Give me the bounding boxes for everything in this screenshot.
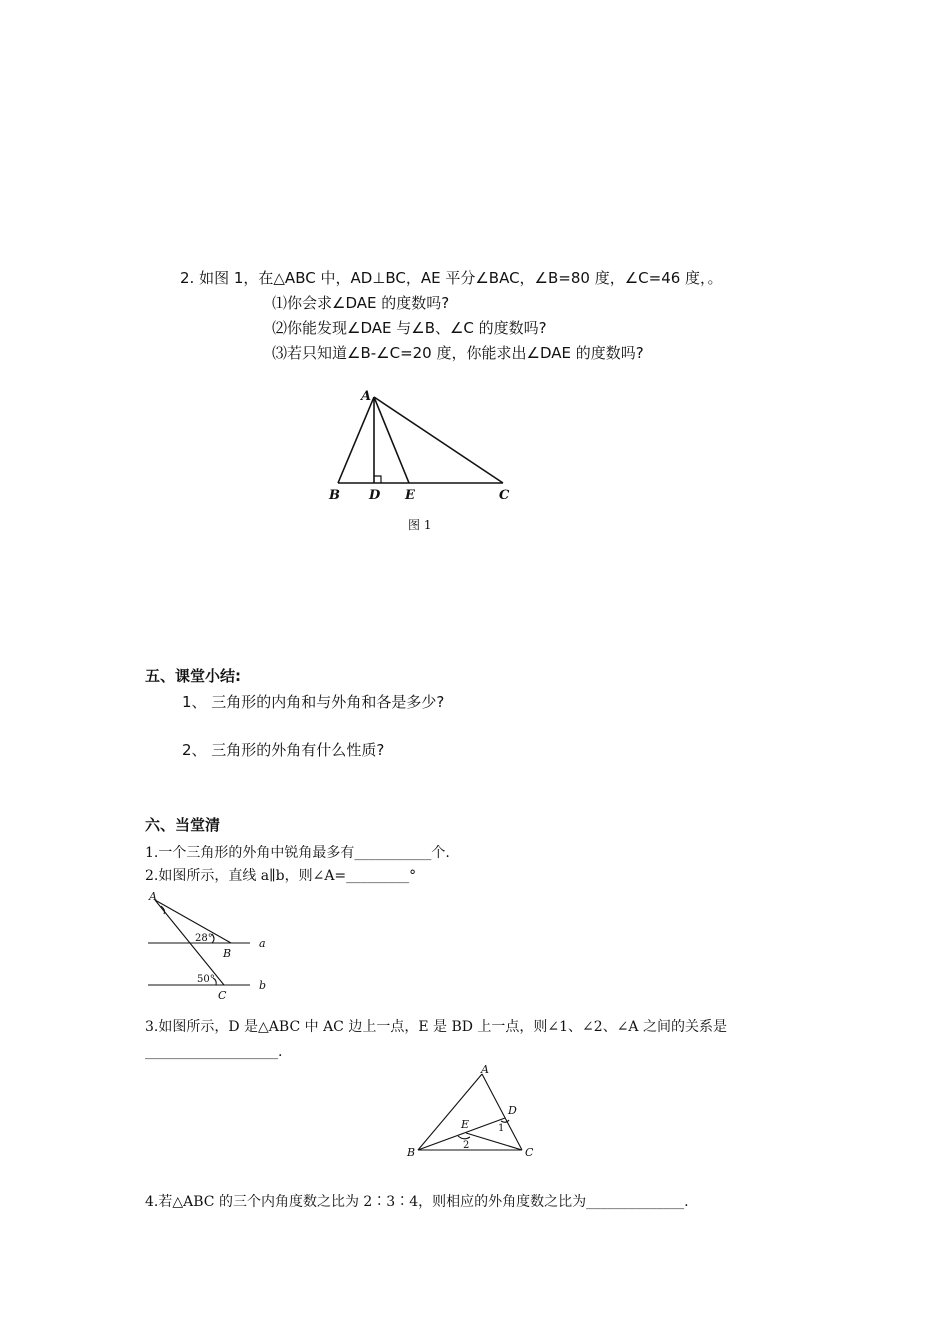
section-5-item-1: 1、 三角形的内角和与外角和各是多少? bbox=[182, 693, 445, 711]
question-2-sub-2: ⑵你能发现∠DAE 与∠B、∠C 的度数吗? bbox=[272, 319, 547, 337]
exercise-3-label-c: C bbox=[525, 1146, 534, 1159]
question-2-title: 2. 如图 1，在△ABC 中，AD⊥BC，AE 平分∠BAC，∠B=80 度，∠C=46 度，。 bbox=[180, 269, 723, 287]
figure-1-label-a: A bbox=[361, 389, 372, 404]
angle-1-arc bbox=[501, 1120, 509, 1122]
exercise-3-label-d: D bbox=[508, 1104, 517, 1117]
segment-ce bbox=[466, 1133, 522, 1150]
exercise-2: 2.如图所示，直线 a∥b，则∠A=_________° bbox=[145, 868, 417, 884]
exercise-4: 4.若△ABC 的三个内角度数之比为 2∶3∶4，则相应的外角度数之比为______________. bbox=[145, 1194, 689, 1210]
exercise-1: 1.一个三角形的外角中锐角最多有___________个. bbox=[145, 845, 450, 861]
exercise-3-angle-2: 2 bbox=[463, 1140, 470, 1151]
exercise-3-label-b: B bbox=[407, 1146, 416, 1159]
figure-1-label-c: C bbox=[499, 488, 510, 503]
exercise-2-label-b-point: B bbox=[223, 947, 232, 960]
exercise-2-label-a-point: A bbox=[149, 890, 157, 903]
exercise-2-label-line-b: b bbox=[259, 979, 267, 992]
figure-1-caption: 图 1 bbox=[408, 518, 432, 532]
angle-2-arc bbox=[458, 1136, 470, 1139]
exercise-3: 3.如图所示，D 是△ABC 中 AC 边上一点，E 是 BD 上一点，则∠1、∠2、∠A 之间的关系是 bbox=[145, 1019, 727, 1035]
figure-1-label-d: D bbox=[369, 488, 381, 503]
exercise-3-blank: ___________________. bbox=[145, 1044, 283, 1060]
figure-1-label-b: B bbox=[329, 488, 340, 503]
exercise-2-angle-28: 28° bbox=[195, 933, 213, 944]
exercise-2-label-line-a: a bbox=[259, 937, 266, 950]
exercise-2-label-c-point: C bbox=[218, 989, 227, 1002]
question-2-sub-1: ⑴你会求∠DAE 的度数吗? bbox=[272, 294, 450, 312]
section-6-heading: 六、当堂清 bbox=[145, 816, 221, 834]
exercise-3-label-e: E bbox=[461, 1118, 470, 1131]
section-5-heading: 五、课堂小结: bbox=[145, 667, 241, 685]
exercise-2-angle-50: 50° bbox=[197, 974, 215, 985]
exercise-3-label-a: A bbox=[481, 1063, 489, 1076]
figure-1-label-e: E bbox=[405, 488, 415, 503]
question-2-sub-3: ⑶若只知道∠B-∠C=20 度，你能求出∠DAE 的度数吗? bbox=[272, 344, 644, 362]
section-5-item-2: 2、 三角形的外角有什么性质? bbox=[182, 741, 385, 759]
exercise-3-angle-1: 1 bbox=[498, 1123, 505, 1134]
